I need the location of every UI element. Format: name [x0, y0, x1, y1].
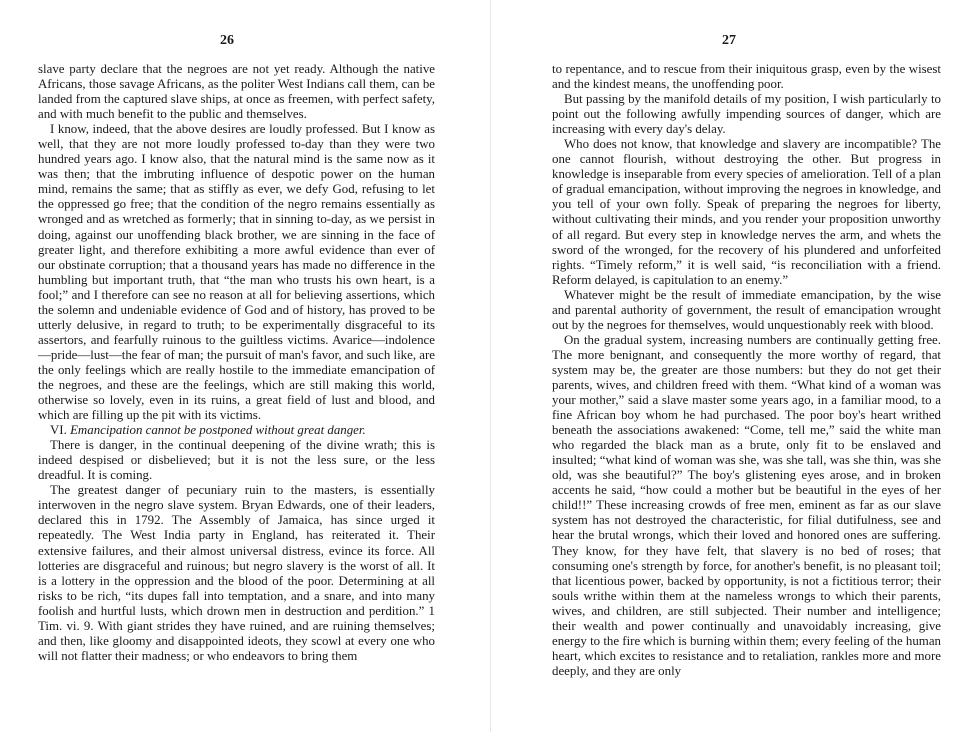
page-number: 26 — [220, 33, 234, 48]
section-title: Emancipation cannot be postponed without great danger. — [70, 423, 366, 438]
right-page — [490, 0, 980, 732]
paragraph: There is danger, in the continual deepening of the divine wrath; this is indeed despised or disbelieved; but it is not the less sure, or the less dreadful. It is coming. — [38, 438, 435, 483]
page-number: 27 — [722, 33, 736, 48]
paragraph: I know, indeed, that the above desires are loudly professed. But I know as well, that they are not more loudly professed to-day than they were two hundred years ago. I know also, that the natural mind is the same now as it was then; that the imbruting influence of despotic power on the human mind, remains the same; that as stiffly as ever, we defy God, refusing to let the oppressed go free; that the condition of the negro remains essentially as wronged and as wretched as formerly; that in sinning to-day, as we persist in doing, against our unoffending black brother, we are sinning in the face of greater light, and therefore exhibiting a more awful evidence than ever of our obstinate corruption; that a thousand years has made no difference in the humbling but important truth, that “the man who trusts his own heart, is a fool;” and I therefore can see no reason at all for believing assertions, which the solemn and undeniable evidence of God and of history, has proved to be utterly delusive, in regard to truth; to be experimentally disgraceful to its assertors, and fearfully ruinous to the guiltless victims. Avarice—indolence—pride—lust—the fear of man; the pursuit of man's favor, and such like, are the only feelings which are really hostile to the immediate emancipation of the negroes, and these are the feelings, which are still making this world, otherwise so lovely, even in its ruins, a great field of lust and blood, and which are filling up the pit with its victims. — [38, 122, 436, 423]
paragraph: to repentance, and to rescue from their iniquitous grasp, even by the wisest and the kindest means, the unoffending poor. — [552, 62, 941, 92]
paragraph: Who does not know, that knowledge and slavery are incompatible? The one cannot flourish, without destroying the other. But progress in knowledge is inseparable from every species of amelioration. Tell of a plan of gradual emancipation, without improving the negroes in knowledge, and you tell of your own folly. Speak of preparing the negroes for liberty, without cultivating their minds, and you render your proposition unworthy of all regard. But every step in knowledge nerves the arm, and whets the sword of the wronged, for the recovery of his plundered and unforfeited rights. “Timely reform,” it is well said, “is reconciliation with a friend. Reform delayed, is capitulation to an enemy.” — [552, 137, 941, 287]
section-number: VI. — [50, 423, 67, 438]
paragraph: On the gradual system, increasing numbers are continually getting free. The more benignant, and consequently the more worthy of regard, that system may be, the greater are those numbers: but they do not get their parents, wives, and children freed with them. “What kind of a woman was your mother,” said a slave master some years ago, in a familiar mood, to a fine African boy whom he had purchased. The poor boy's heart writhed beneath the associations awakened: “Come, tell me,” said the white man who regarded the black man as a brute, only fit to be enslaved and insulted; “what kind of woman was she, was she tall, was she thin, was she old, was she beautiful?” The boy's glistening eyes arose, and in broken accents he said, “how could a mother but be beautiful in the eyes of her child!!” These increasing crowds of free men, eminent as far as our slave system has not destroyed the characteristic, for filial dutifulness, see and hear the brutal wrongs, which their loved and honored ones are suffering. They know, for they have felt, that slavery is no bed of roses; that consuming one's strength by force, for another's benefit, is no pleasant toil; that licentious power, backed by opportunity, is not a fictitious terror; their souls writhe within them at the nameless wrongs to which their parents, wives, and children, are still subjected. Their number and intelligence; their wealth and power continually and unavoidably increasing, give energy to the fire which is burning within them; every feeling of the human heart, which excites to resistance and to retaliation, rankles more and more deeply, and they are only — [552, 332, 941, 678]
section-heading — [38, 423, 435, 438]
page-body — [552, 62, 941, 679]
paragraph: Whatever might be the result of immediate emancipation, by the wise and parental authority of government, the result of emancipation wrought out by the negroes for themselves, would unquestionably reek with blood. — [552, 287, 941, 332]
page-body — [38, 62, 435, 664]
paragraph: slave party declare that the negroes are not yet ready. Although the native Africans, those savage Africans, as the politer West Indians call them, can be landed from the captured slave ships, at once as freemen, with perfect safety, and with much benefit to the public and themselves. — [38, 62, 435, 122]
paragraph: The greatest danger of pecuniary ruin to the masters, is essentially interwoven in the negro slave system. Bryan Edwards, one of their leaders, declared this in 1792. The Assembly of Jamaica, has since urged it repeatedly. The West India party in England, has reiterated it. Their extensive failures, and their almost universal distress, evince its force. All lotteries are disgraceful and ruinous; but negro slavery is the worst of all. It is a lottery in the oppression and the blood of the poor. Determining at all risks to be rich, “its dupes fall into temptation, and a snare, and into many foolish and hurtful lusts, which drown men in destruction and perdition.” 1 Tim. vi. 9. With giant strides they have ruined, and are ruining themselves; and then, like gloomy and disappointed ideots, they scowl at every one who will not flatter their madness; or who endeavors to bring them — [38, 483, 435, 663]
paragraph: But passing by the manifold details of my position, I wish particularly to point out the following awfully impending sources of danger, which are increasing with every day's delay. — [552, 92, 941, 137]
